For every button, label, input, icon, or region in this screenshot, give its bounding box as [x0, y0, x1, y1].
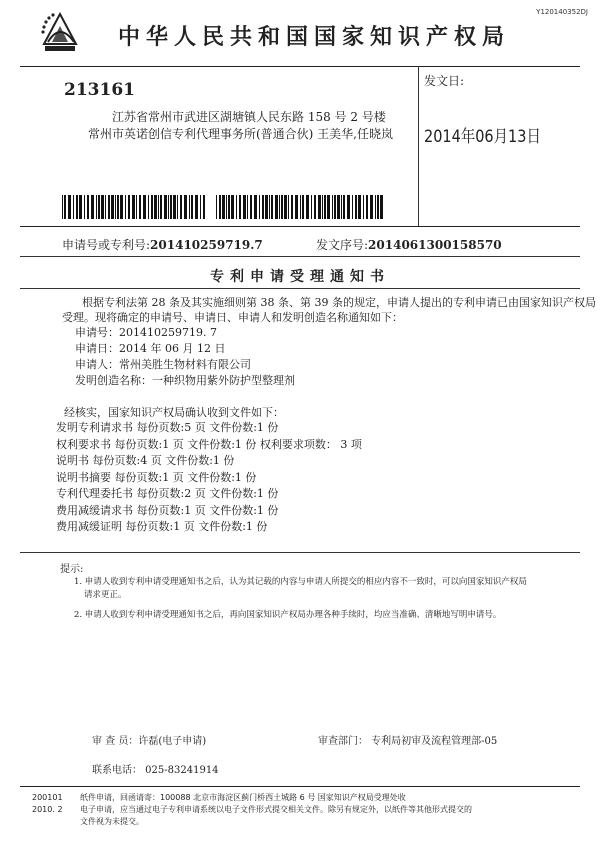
- barcode-bar: [262, 195, 264, 219]
- file-item: 权利要求书 每份页数:1 页 文件份数:1 份 权利要求项数： 3 项: [56, 437, 362, 451]
- barcode-bar: [117, 195, 119, 219]
- barcode-bar: [76, 195, 78, 219]
- barcode-bar: [111, 195, 114, 219]
- barcode-bar: [170, 195, 172, 219]
- barcode-bar: [136, 195, 137, 219]
- barcode-bar: [358, 195, 361, 219]
- barcode-bar: [254, 195, 257, 219]
- barcode-bar: [243, 195, 246, 219]
- barcode-bar: [203, 195, 205, 219]
- hint-2: 2. 申请人收到专利申请受理通知书之后，再向国家知识产权局办理各种手续时，均应当准确、清晰地写明申请号。: [74, 610, 502, 620]
- barcode-bar: [343, 195, 345, 219]
- verify-intro: 经核实，国家知识产权局确认收到文件如下：: [64, 406, 284, 419]
- barcode-bar: [302, 195, 304, 219]
- barcode-bar: [120, 195, 123, 219]
- barcode-bar: [271, 195, 273, 219]
- title-rule: [20, 288, 580, 289]
- barcode-bar: [195, 195, 198, 219]
- barcode-bar: [314, 195, 316, 219]
- barcode-bar: [370, 195, 373, 219]
- address-line: 江苏省常州市武进区湖塘镇人民东路 158 号 2 号楼: [112, 110, 386, 124]
- barcode-bar: [311, 195, 312, 219]
- barcode-bar: [352, 195, 353, 219]
- intro-line-2: 受理。现将确定的申请号、申请日、申请人和发明创造名称通知如下：: [62, 311, 403, 324]
- barcode-bar: [332, 195, 333, 219]
- barcode-bar: [158, 195, 159, 219]
- barcode-bar: [377, 195, 379, 219]
- file-item: 说明书 每份页数:4 页 文件份数:1 份: [56, 454, 235, 467]
- barcode-bar: [228, 195, 230, 219]
- agency-line: 常州市英诺创信专利代理事务所(普通合伙) 王美华,任晓岚: [88, 127, 393, 141]
- column-divider: [418, 66, 419, 226]
- application-fields: [75, 326, 295, 390]
- application-number-value: 201410259719.7: [150, 238, 263, 252]
- barcode-bar: [151, 195, 153, 219]
- barcode-bar: [73, 195, 74, 219]
- document-serial-label: 发文序号:: [316, 238, 369, 252]
- barcode-bar: [279, 195, 280, 219]
- barcode-bar: [168, 195, 169, 219]
- file-item: 费用减缓请求书 每份页数:1 页 文件份数:1 份: [56, 503, 279, 517]
- footer-line-1: 纸件申请，回函请寄：100088 北京市海淀区蓟门桥西土城路 6 号 国家知识产权局受理处收: [80, 793, 406, 802]
- barcode-bar: [295, 195, 298, 219]
- barcode-bar: [128, 195, 130, 219]
- barcode-bar: [269, 195, 270, 219]
- file-item: 费用减缓证明 每份页数:1 页 文件份数:1 份: [56, 520, 268, 533]
- barcode-bar: [91, 195, 94, 219]
- barcode-bar: [306, 195, 309, 219]
- field-applicant: 申请人：常州美胜生物材料有限公司: [75, 358, 251, 371]
- barcode-bar: [250, 195, 252, 219]
- barcode-rule: [20, 226, 580, 227]
- file-list: [56, 421, 362, 537]
- postal-code: 213161: [64, 80, 135, 100]
- barcode-bar: [318, 195, 321, 219]
- barcode-bar: [177, 195, 178, 219]
- barcode-2: [216, 195, 386, 219]
- barcode-bar: [341, 195, 342, 219]
- barcode-bar: [375, 195, 376, 219]
- barcode-bar: [184, 195, 187, 219]
- barcode-1: [62, 195, 207, 219]
- notice-title: 专利申请受理通知书: [210, 269, 390, 285]
- barcode-bar: [265, 195, 268, 219]
- barcode-bar: [222, 195, 225, 219]
- barcode-bar: [180, 195, 182, 219]
- hint-1-line-1: 1. 申请人收到专利申请受理通知书之后，认为其记载的内容与申请人所提交的相应内容不一致时，可以向国家知识产权局: [74, 577, 527, 587]
- barcode-bar: [79, 195, 82, 219]
- field-invention-title: 发明创造名称：一种织物用紫外防护型整理剂: [75, 374, 295, 387]
- barcode-bar: [164, 195, 167, 219]
- barcode-bar: [324, 195, 326, 219]
- barcode-bar: [132, 195, 135, 219]
- examiner: 审 查 员：许磊(电子申请): [92, 736, 207, 747]
- barcode-bar: [139, 195, 141, 219]
- barcode-bar: [148, 195, 149, 219]
- barcode-bar: [380, 195, 383, 219]
- form-code: 200101: [32, 793, 63, 802]
- barcode-bar: [355, 195, 357, 219]
- barcode-bar: [154, 195, 157, 219]
- footer-line-3: 文件视为未提交。: [80, 817, 144, 826]
- field-application-number: 申请号：201410259719. 7: [75, 326, 217, 339]
- review-department: 审查部门： 专利局初审及流程管理部-05: [318, 736, 498, 747]
- barcode-bar: [226, 195, 227, 219]
- document-serial-value: 2014061300158570: [368, 238, 502, 252]
- barcode-bar: [98, 195, 100, 219]
- barcode-bar: [68, 195, 71, 219]
- barcode-bar: [84, 195, 85, 219]
- barcode-bar: [275, 195, 278, 219]
- footer-codes: [32, 792, 63, 816]
- issue-date-value: 2014年06月13日: [424, 127, 541, 147]
- footer-line-2: 电子申请，应当通过电子专利申请系统以电子文件形式提交相关文件。除另有规定外，以纸件等其他形式提交的: [80, 805, 472, 814]
- barcode-bar: [105, 195, 106, 219]
- file-item: 发明专利请求书 每份页数:5 页 文件份数:1 份: [56, 421, 279, 434]
- barcode-bar: [281, 195, 283, 219]
- barcode-bar: [284, 195, 287, 219]
- footer-notes: [80, 792, 472, 828]
- barcode-bar: [143, 195, 146, 219]
- barcode-bar: [64, 195, 66, 219]
- numbers-rule: [20, 256, 580, 257]
- form-version: 2010. 2: [32, 805, 63, 814]
- barcode-bar: [125, 195, 126, 219]
- barcode-bar: [300, 195, 301, 219]
- barcode-bar: [239, 195, 241, 219]
- footer-rule: [20, 786, 580, 787]
- emblem-icon: [40, 12, 80, 54]
- header-rule: [20, 66, 580, 67]
- barcode-bar: [115, 195, 116, 219]
- barcode-bar: [87, 195, 89, 219]
- barcode-bar: [366, 195, 368, 219]
- barcode-bar: [236, 195, 237, 219]
- barcode-bar: [200, 195, 201, 219]
- barcode-bar: [231, 195, 234, 219]
- barcode-bar: [219, 195, 221, 219]
- barcode-bar: [322, 195, 323, 219]
- hint-1: [74, 576, 527, 602]
- barcode-bar: [288, 195, 289, 219]
- document-serial: [316, 236, 502, 253]
- barcode-bar: [259, 195, 260, 219]
- contact-phone: 联系电话： 025-83241914: [92, 765, 219, 776]
- document-code: Y120140352DJ: [536, 8, 588, 16]
- barcode-bar: [334, 195, 336, 219]
- intro-line-1: 根据专利法第 28 条及其实施细则第 38 条、第 39 条的规定，申请人提出的专利申请已由国家知识产权局: [82, 296, 596, 309]
- field-application-date: 申请日：2014 年 06 月 12 日: [75, 342, 226, 355]
- barcode-bar: [216, 195, 217, 219]
- barcode-bar: [291, 195, 293, 219]
- barcode-bar: [247, 195, 248, 219]
- org-title: 中华人民共和国国家知识产权局: [118, 25, 511, 50]
- barcode-bar: [160, 195, 162, 219]
- barcode-bar: [337, 195, 340, 219]
- barcode-bar: [347, 195, 350, 219]
- hints-label: 提示:: [60, 564, 84, 575]
- barcode-bar: [189, 195, 190, 219]
- barcode-bar: [363, 195, 364, 219]
- barcode-bar: [108, 195, 110, 219]
- barcode-bar: [62, 195, 63, 219]
- hints-rule: [20, 552, 580, 553]
- issue-date-label: 发文日:: [424, 74, 465, 88]
- barcode-bar: [327, 195, 330, 219]
- application-number: [62, 236, 263, 253]
- barcode-bar: [101, 195, 104, 219]
- barcode-bar: [173, 195, 176, 219]
- hint-1-line-2: 请求更正。: [84, 590, 127, 600]
- application-number-label: 申请号或专利号:: [62, 238, 151, 252]
- barcode-bar: [96, 195, 97, 219]
- file-item: 说明书摘要 每份页数:1 页 文件份数:1 份: [56, 470, 257, 484]
- barcode-bar: [191, 195, 193, 219]
- file-item: 专利代理委托书 每份页数:2 页 文件份数:1 份: [56, 487, 279, 500]
